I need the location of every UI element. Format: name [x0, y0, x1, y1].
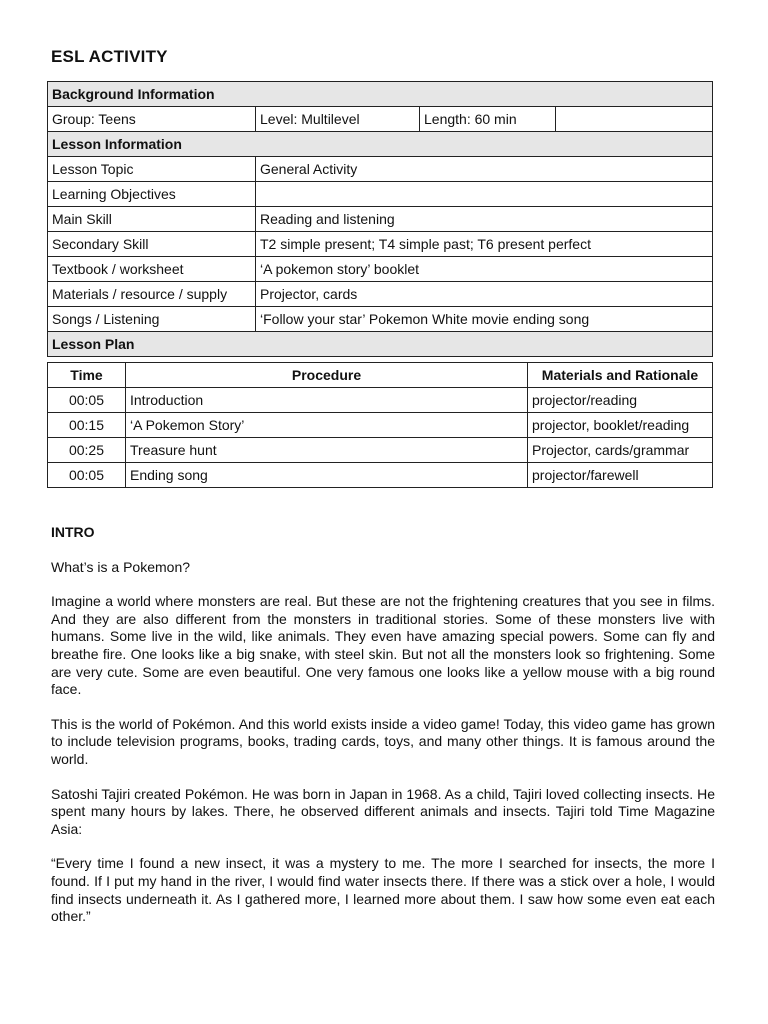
row-label: Materials / resource / supply [48, 282, 256, 307]
table-row [48, 413, 713, 438]
row-label: Textbook / worksheet [48, 257, 256, 282]
lesson-info-row [48, 182, 713, 207]
lesson-info-row [48, 257, 713, 282]
page-title: ESL ACTIVITY [51, 47, 168, 66]
intro-paragraph: Imagine a world where monsters are real. But these are not the frightening creatures that you see in films. And they are also different from the monsters in traditional stories. Some of these monsters live with humans. Some live in the wild, like animals. They even have amazing special powers. Some can fly and breathe fire. One looks like a big snake, with steel skin. But not all the monsters look so frightening. Some are very cute. Some are even beautiful. One very famous one looks like a yellow mouse with a big round face. [51, 593, 715, 698]
intro-quote: “Every time I found a new insect, it was a mystery to me. The more I searched for insects, the more I found. If I put my hand in the river, I would find water insects there. If there was a stick over a hole, I would find insects underneath it. As I gathered more, I learned more about them. I saw how some even eat each other.” [51, 855, 715, 925]
info-table [47, 81, 713, 357]
background-header-row [48, 82, 713, 107]
lesson-info-row [48, 157, 713, 182]
row-label: Songs / Listening [48, 307, 256, 332]
intro-question: What’s is a Pokemon? [51, 558, 191, 575]
row-value: Projector, cards [256, 282, 713, 307]
procedure-cell: Ending song [126, 463, 528, 488]
lesson-plan-header-row [48, 332, 713, 357]
time-cell: 00:05 [48, 388, 126, 413]
row-value: T2 simple present; T4 simple past; T6 present perfect [256, 232, 713, 257]
lesson-plan-header: Lesson Plan [48, 332, 713, 357]
intro-section [51, 524, 715, 943]
lesson-info-header: Lesson Information [48, 132, 713, 157]
column-header-materials: Materials and Rationale [528, 363, 713, 388]
level-cell: Level: Multilevel [256, 107, 420, 132]
materials-cell: projector, booklet/reading [528, 413, 713, 438]
column-header-procedure: Procedure [126, 363, 528, 388]
lesson-info-row [48, 307, 713, 332]
procedure-cell: Introduction [126, 388, 528, 413]
time-cell: 00:15 [48, 413, 126, 438]
row-value: General Activity [256, 157, 713, 182]
background-header: Background Information [48, 82, 713, 107]
row-value [256, 182, 713, 207]
lesson-info-row [48, 232, 713, 257]
empty-cell [556, 107, 713, 132]
row-value: ‘A pokemon story’ booklet [256, 257, 713, 282]
length-cell: Length: 60 min [420, 107, 556, 132]
table-row [48, 438, 713, 463]
background-row [48, 107, 713, 132]
plan-column-headers [48, 363, 713, 388]
table-row [48, 463, 713, 488]
row-label: Learning Objectives [48, 182, 256, 207]
group-cell: Group: Teens [48, 107, 256, 132]
row-value: ‘Follow your star’ Pokemon White movie ending song [256, 307, 713, 332]
procedure-cell: ‘A Pokemon Story’ [126, 413, 528, 438]
materials-cell: projector/reading [528, 388, 713, 413]
procedure-cell: Treasure hunt [126, 438, 528, 463]
row-label: Lesson Topic [48, 157, 256, 182]
lesson-info-row [48, 282, 713, 307]
intro-paragraph: This is the world of Pokémon. And this world exists inside a video game! Today, this video game has grown to include television programs, books, trading cards, toys, and many other things. It is famous around the world. [51, 715, 715, 767]
materials-cell: projector/farewell [528, 463, 713, 488]
row-label: Secondary Skill [48, 232, 256, 257]
lesson-info-row [48, 207, 713, 232]
table-row [48, 388, 713, 413]
row-value: Reading and listening [256, 207, 713, 232]
materials-cell: Projector, cards/grammar [528, 438, 713, 463]
intro-paragraph: Satoshi Tajiri created Pokémon. He was born in Japan in 1968. As a child, Tajiri loved collecting insects. He spent many hours by lakes. There, he observed different animals and insects. Tajiri told Time Magazine Asia: [51, 785, 715, 837]
time-cell: 00:25 [48, 438, 126, 463]
lesson-plan-table [47, 362, 713, 488]
intro-heading: INTRO [51, 524, 95, 540]
lesson-info-header-row [48, 132, 713, 157]
column-header-time: Time [48, 363, 126, 388]
row-label: Main Skill [48, 207, 256, 232]
time-cell: 00:05 [48, 463, 126, 488]
